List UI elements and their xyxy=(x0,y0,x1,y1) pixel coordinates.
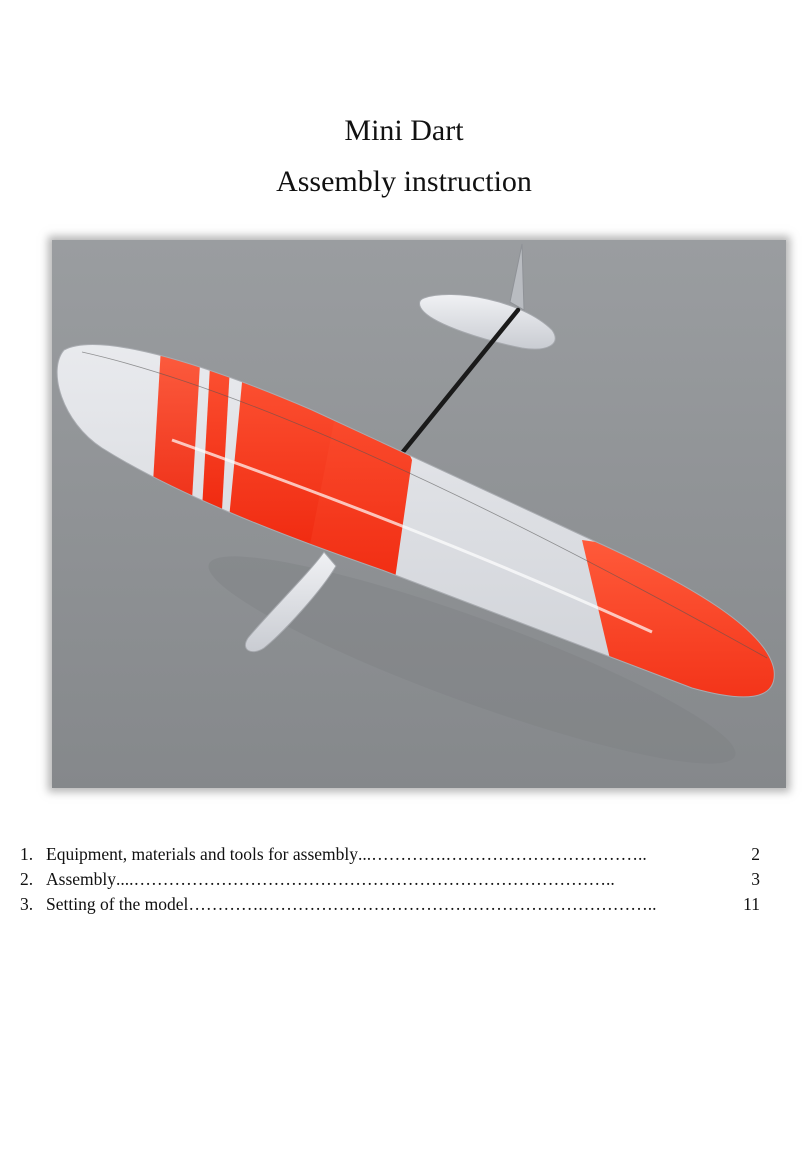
toc-item-page: 3 xyxy=(751,869,760,889)
toc-item-leader: ....……………………………………………………………………….. xyxy=(116,869,615,889)
toc-item-leader: ………….………………………………………………………….. xyxy=(188,894,657,914)
document-title: Mini Dart xyxy=(344,114,464,147)
toc-item-number: 3. xyxy=(20,894,34,914)
toc-item-page: 2 xyxy=(751,844,760,864)
toc-item-text: Assembly xyxy=(46,869,116,889)
toc-item-assembly[interactable] xyxy=(20,867,760,892)
table-of-contents xyxy=(20,842,760,917)
toc-item-text: Setting of the model xyxy=(46,894,189,914)
glider-illustration xyxy=(52,240,786,788)
toc-item-setting[interactable] xyxy=(20,892,760,917)
cover-photo-glider xyxy=(52,240,786,788)
toc-item-leader: ...………….…………………………….. xyxy=(358,844,647,864)
document-subtitle: Assembly instruction xyxy=(276,165,532,198)
toc-item-number: 1. xyxy=(20,844,34,864)
toc-item-number: 2. xyxy=(20,869,34,889)
toc-item-equipment[interactable] xyxy=(20,842,760,867)
toc-item-page: 11 xyxy=(743,894,760,914)
toc-item-text: Equipment, materials and tools for assembly xyxy=(46,844,359,864)
